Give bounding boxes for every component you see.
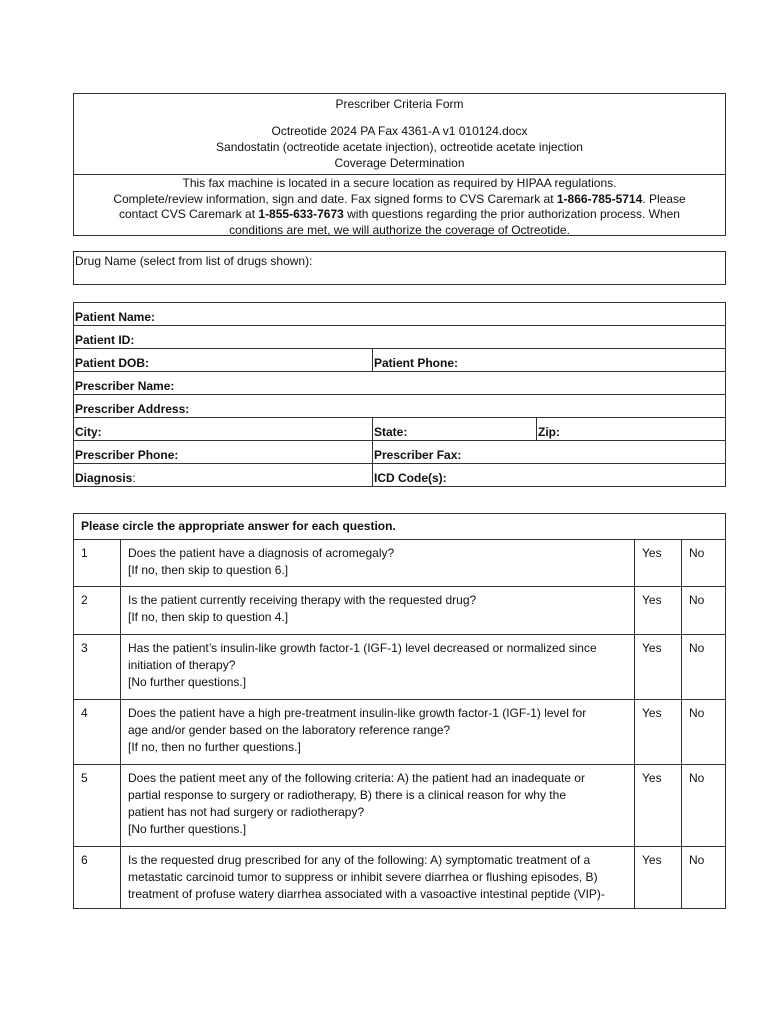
question-number: 5 (74, 765, 121, 847)
icd-code-field[interactable]: ICD Code(s): (373, 464, 726, 487)
drug-line: Sandostatin (octreotide acetate injection), octreotide acetate injection (216, 140, 583, 154)
zip-field[interactable]: Zip: (537, 418, 726, 441)
question-row (74, 540, 726, 587)
form-header (73, 93, 726, 175)
answer-no[interactable]: No (682, 635, 726, 700)
question-text: Is the patient currently receiving therapy with the requested drug? [If no, then skip to question 4.] (121, 587, 635, 635)
drug-name-field[interactable] (73, 251, 726, 285)
fax-number: 1-866-785-5714 (556, 191, 643, 206)
instruction: Please circle the appropriate answer for each question. (74, 514, 726, 540)
question-number: 4 (74, 700, 121, 765)
question-number: 2 (74, 587, 121, 635)
notice-line-2: Complete/review information, sign and date. Fax signed forms to CVS Caremark at 1-866-785-5714. Please (113, 191, 686, 206)
answer-yes[interactable]: Yes (635, 847, 682, 909)
question-row (74, 700, 726, 765)
patient-name-field[interactable]: Patient Name: (74, 303, 726, 326)
notice-line-4: conditions are met, we will authorize the coverage of Octreotide. (229, 222, 570, 237)
form-title: Prescriber Criteria Form (335, 97, 464, 111)
answer-yes[interactable]: Yes (635, 587, 682, 635)
question-text: Is the requested drug prescribed for any of the following: A) symptomatic treatment of a metastatic carcinoid tumor to suppress or inhibit severe diarrhea or flushing episodes, B) treatment of profuse watery diarrhea associated with a vasoactive intestinal peptide (VIP)- (121, 847, 635, 909)
answer-yes[interactable]: Yes (635, 765, 682, 847)
coverage-determination: Coverage Determination (334, 156, 465, 170)
patient-phone-field[interactable]: Patient Phone: (373, 349, 726, 372)
diagnosis-field[interactable]: Diagnosis: (74, 464, 373, 487)
question-text: Has the patient’s insulin-like growth factor-1 (IGF-1) level decreased or normalized since initiation of therapy? [No further questions.] (121, 635, 635, 700)
questions-table (73, 513, 726, 909)
question-text: Does the patient have a diagnosis of acromegaly? [If no, then skip to question 6.] (121, 540, 635, 587)
state-field[interactable]: State: (373, 418, 537, 441)
answer-no[interactable]: No (682, 700, 726, 765)
question-row (74, 635, 726, 700)
notice-line-3: contact CVS Caremark at 1-855-633-7673 with questions regarding the prior authorization process. When (119, 207, 680, 221)
answer-no[interactable]: No (682, 540, 726, 587)
answer-yes[interactable]: Yes (635, 540, 682, 587)
answer-no[interactable]: No (682, 847, 726, 909)
question-number: 3 (74, 635, 121, 700)
patient-id-field[interactable]: Patient ID: (74, 326, 726, 349)
question-row (74, 847, 726, 909)
question-row (74, 587, 726, 635)
prescriber-phone-field[interactable]: Prescriber Phone: (74, 441, 373, 464)
question-row (74, 765, 726, 847)
question-text: Does the patient meet any of the following criteria: A) the patient had an inadequate or partial response to surgery or radiotherapy, B) there is a clinical reason for why the patient has not had surgery or radiotherapy? [No further questions.] (121, 765, 635, 847)
answer-no[interactable]: No (682, 587, 726, 635)
prescriber-address-field[interactable]: Prescriber Address: (74, 395, 726, 418)
prescriber-fax-field[interactable]: Prescriber Fax: (373, 441, 726, 464)
document-name: Octreotide 2024 PA Fax 4361-A v1 010124.docx (271, 124, 528, 138)
phone-number: 1-855-633-7673 (258, 207, 344, 221)
notice-line-1: This fax machine is located in a secure location as required by HIPAA regulations. (182, 176, 617, 190)
drug-name-label: Drug Name (select from list of drugs shown): (75, 254, 313, 268)
answer-yes[interactable]: Yes (635, 635, 682, 700)
answer-yes[interactable]: Yes (635, 700, 682, 765)
question-number: 1 (74, 540, 121, 587)
city-field[interactable]: City: (74, 418, 373, 441)
question-number: 6 (74, 847, 121, 909)
question-text: Does the patient have a high pre-treatment insulin-like growth factor-1 (IGF-1) level for age and/or gender based on the laboratory reference range? [If no, then no further questions.] (121, 700, 635, 765)
fax-notice (73, 174, 726, 236)
patient-dob-field[interactable]: Patient DOB: (74, 349, 373, 372)
answer-no[interactable]: No (682, 765, 726, 847)
prescriber-name-field[interactable]: Prescriber Name: (74, 372, 726, 395)
patient-info-table (73, 302, 726, 487)
